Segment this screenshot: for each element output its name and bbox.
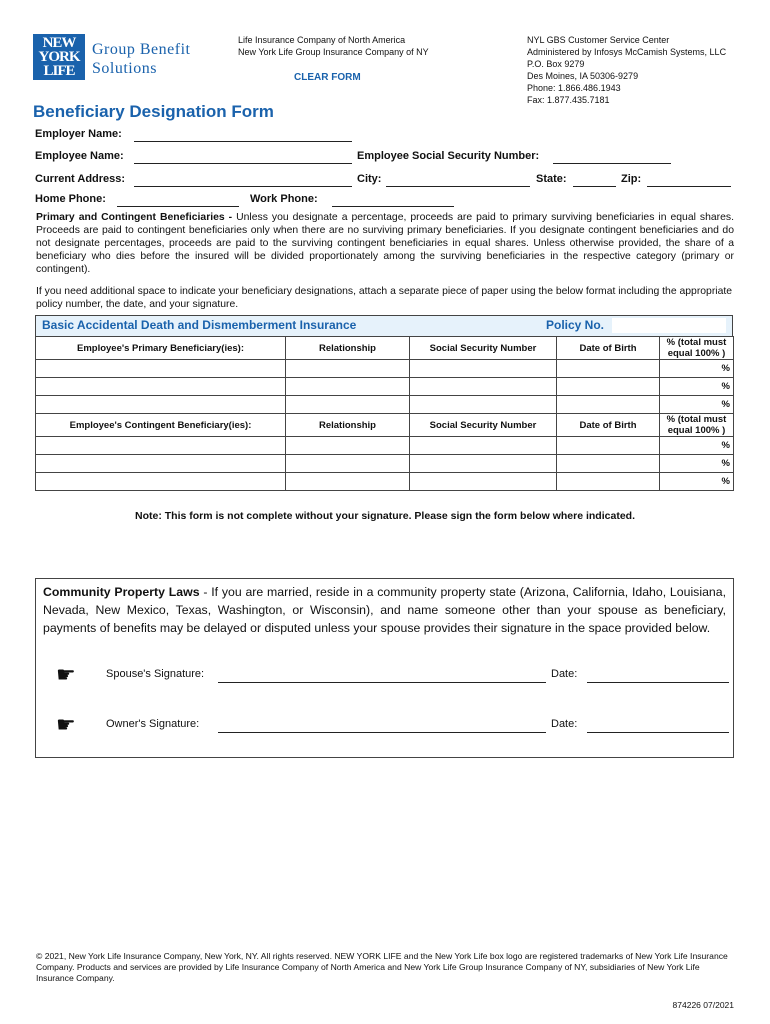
current-address-label: Current Address: (35, 173, 126, 185)
employee-ssn-label: Employee Social Security Number: (357, 150, 540, 162)
policy-no-field[interactable] (612, 318, 726, 333)
table-row: % (36, 473, 734, 491)
copyright-text: © 2021, New York Life Insurance Company, New York, NY. All rights reserved. NEW YORK LIFE and the New York Life box logo are registered trademarks of New York Life Insurance Company. Products and services are provided by Life Insurance Company of North America and New York Life Group Insurance Company of NY, subsidiaries of New York Life Insurance Company. (36, 951, 728, 983)
table-row: % (36, 437, 734, 455)
state-label: State: (536, 173, 567, 185)
pct-header: % (total must equal 100% ) (660, 337, 734, 360)
home-phone-label: Home Phone: (35, 193, 106, 205)
owner-date-label: Date: (551, 718, 578, 730)
employer-name-field[interactable] (134, 141, 352, 142)
beneficiary-table (35, 336, 734, 491)
beneficiary-instructions: Primary and Contingent Beneficiaries - Unless you designate a percentage, proceeds are paid to primary surviving beneficiaries in equal shares. Proceeds are paid to contingent beneficiaries only when there are no surviving primary beneficiaries. If you designate contingent beneficiaries and do not designate percentages, proceeds are paid to the surviving contingent beneficiaries in equal shares. Unless otherwise provided, the share of a beneficiary who dies before the insured will be divided proportionately among the surviving beneficiaries in the respective category (primary or contingent). (36, 212, 734, 275)
pointing-hand-icon: ☛ (56, 712, 76, 737)
primary-header-row (36, 337, 734, 360)
state-field[interactable] (573, 186, 616, 187)
relationship-header: Relationship (286, 414, 410, 437)
table-row: % (36, 360, 734, 378)
zip-field[interactable] (647, 186, 731, 187)
pct-header: % (total must equal 100% ) (660, 414, 734, 437)
brand-name: Group Benefit Solutions (92, 41, 191, 77)
spouse-signature-label: Spouse's Signature: (106, 668, 205, 680)
form-title: Beneficiary Designation Form (33, 102, 274, 121)
contact-block: NYL GBS Customer Service Center Administered by Infosys McCamish Systems, LLC P.O. Box 9279 Des Moines, IA 50306-9279 Phone: 1.866.486.1943 Fax: 1.877.435.7181 (527, 35, 727, 105)
ssn-header: Social Security Number (410, 337, 557, 360)
form-code: 874226 07/2021 (672, 1000, 734, 1010)
additional-space-note: If you need additional space to indicate your beneficiary designations, attach a separate piece of paper using the below format including the appropriate policy number, the date, and your signature. (36, 286, 733, 310)
city-label: City: (357, 173, 382, 185)
section-header (35, 315, 733, 337)
owner-signature-field[interactable] (218, 732, 546, 733)
work-phone-field[interactable] (332, 206, 454, 207)
table-row: % (36, 455, 734, 473)
employer-name-label: Employer Name: (35, 128, 122, 140)
city-field[interactable] (386, 186, 530, 187)
spouse-signature-field[interactable] (218, 682, 546, 683)
zip-label: Zip: (621, 173, 642, 185)
clear-form-button[interactable]: CLEAR FORM (294, 72, 361, 83)
community-property-text: Community Property Laws - If you are married, reside in a community property state (Arizona, California, Idaho, Louisiana, Nevada, New Mexico, Texas, Washington, or Wisconsin), and name someone other than your spouse as beneficiary, payments of benefits may be delayed or disputed unless your spouse provides their signature in the space provided below. (43, 585, 726, 635)
spouse-date-label: Date: (551, 668, 578, 680)
contingent-beneficiary-header: Employee's Contingent Beneficiary(ies): (36, 414, 286, 437)
ssn-header: Social Security Number (410, 414, 557, 437)
signature-note: Note: This form is not complete without your signature. Please sign the form below where indicated. (135, 510, 635, 522)
nyl-logo: NEW YORK LIFE (33, 34, 85, 80)
community-property-box (35, 578, 734, 758)
table-row: % (36, 396, 734, 414)
relationship-header: Relationship (286, 337, 410, 360)
contingent-header-row (36, 414, 734, 437)
primary-beneficiary-header: Employee's Primary Beneficiary(ies): (36, 337, 286, 360)
pointing-hand-icon: ☛ (56, 662, 76, 687)
employee-ssn-field[interactable] (553, 163, 671, 164)
dob-header: Date of Birth (557, 414, 660, 437)
employee-name-label: Employee Name: (35, 150, 124, 162)
current-address-field[interactable] (134, 186, 352, 187)
owner-date-field[interactable] (587, 732, 729, 733)
spouse-date-field[interactable] (587, 682, 729, 683)
employee-name-field[interactable] (134, 163, 352, 164)
table-row: % (36, 378, 734, 396)
section-title: Basic Accidental Death and Dismemberment Insurance (42, 318, 357, 332)
home-phone-field[interactable] (117, 206, 239, 207)
policy-no-label: Policy No. (546, 318, 605, 332)
company-names: Life Insurance Company of North America New York Life Group Insurance Company of NY (238, 35, 429, 57)
owner-signature-label: Owner's Signature: (106, 718, 200, 730)
work-phone-label: Work Phone: (250, 193, 318, 205)
dob-header: Date of Birth (557, 337, 660, 360)
